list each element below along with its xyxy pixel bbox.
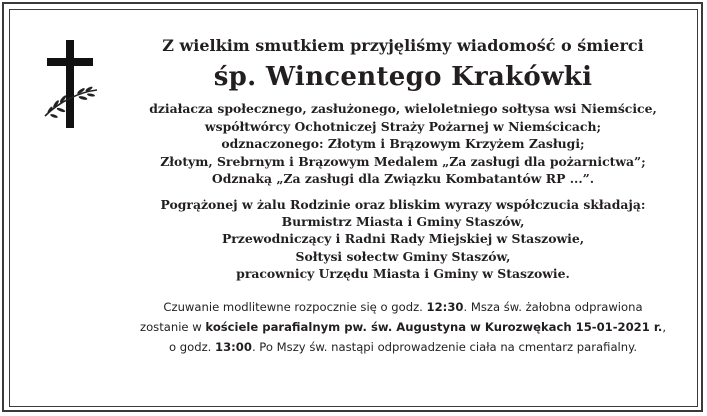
bio-line: działacza społecznego, zasłużonego, wieloletniego sołtysa wsi Niemścice, <box>149 101 657 116</box>
biography <box>118 100 688 188</box>
condolences <box>118 196 688 282</box>
vigil-time: 12:30 <box>426 300 464 314</box>
condolence-line: Pogrążonej w żalu Rodzinie oraz bliskim wyrazy współczucia składają: <box>160 196 646 212</box>
funeral-line-2: zostanie w kościele parafialnym pw. św. Augustyna w Kurozwękach 15-01-2021 r., <box>139 320 666 334</box>
deceased-name: śp. Wincentego Krakówki <box>213 62 593 92</box>
bio-line: współtwórcy Ochotniczej Straży Pożarnej w Niemścicach; <box>204 118 602 134</box>
funeral-line-3: o godz. 13:00. Po Mszy św. nastąpi odprowadzenie ciała na cmentarz parafialny. <box>168 340 638 354</box>
funeral-info <box>118 297 688 357</box>
bio-line: Odznaką „Za zasługi dla Związku Kombatantów RP ...”. <box>211 171 595 187</box>
condolence-line: Burmistrz Miasta i Gminy Staszów, <box>281 214 525 230</box>
condolence-line: Przewodniczący i Radni Rady Miejskiej w Staszowie, <box>221 231 585 247</box>
mass-place: kościele parafialnym pw. św. Augustyna w Kurozwękach 15-01-2021 r. <box>205 320 663 334</box>
obituary-text <box>118 36 688 282</box>
funeral-line-1: Czuwanie modlitewne rozpocznie się o godz. 12:30. Msza św. żałobna odprawiona <box>163 300 643 314</box>
bio-line: odznaczonego: Złotym i Brązowym Krzyżem Zasługi; <box>221 136 585 152</box>
mass-time: 13:00 <box>215 340 252 354</box>
condolence-line: Sołtysi sołectw Gminy Staszów, <box>295 248 511 264</box>
intro-text: Z wielkim smutkiem przyjęliśmy wiadomość o śmierci <box>162 36 644 55</box>
cross-with-palm-icon <box>35 40 110 130</box>
bio-line: Złotym, Srebrnym i Brązowym Medalem „Za zasługi dla pożarnictwa”; <box>160 153 646 169</box>
condolence-line: pracownicy Urzędu Miasta i Gminy w Staszowie. <box>236 265 570 281</box>
